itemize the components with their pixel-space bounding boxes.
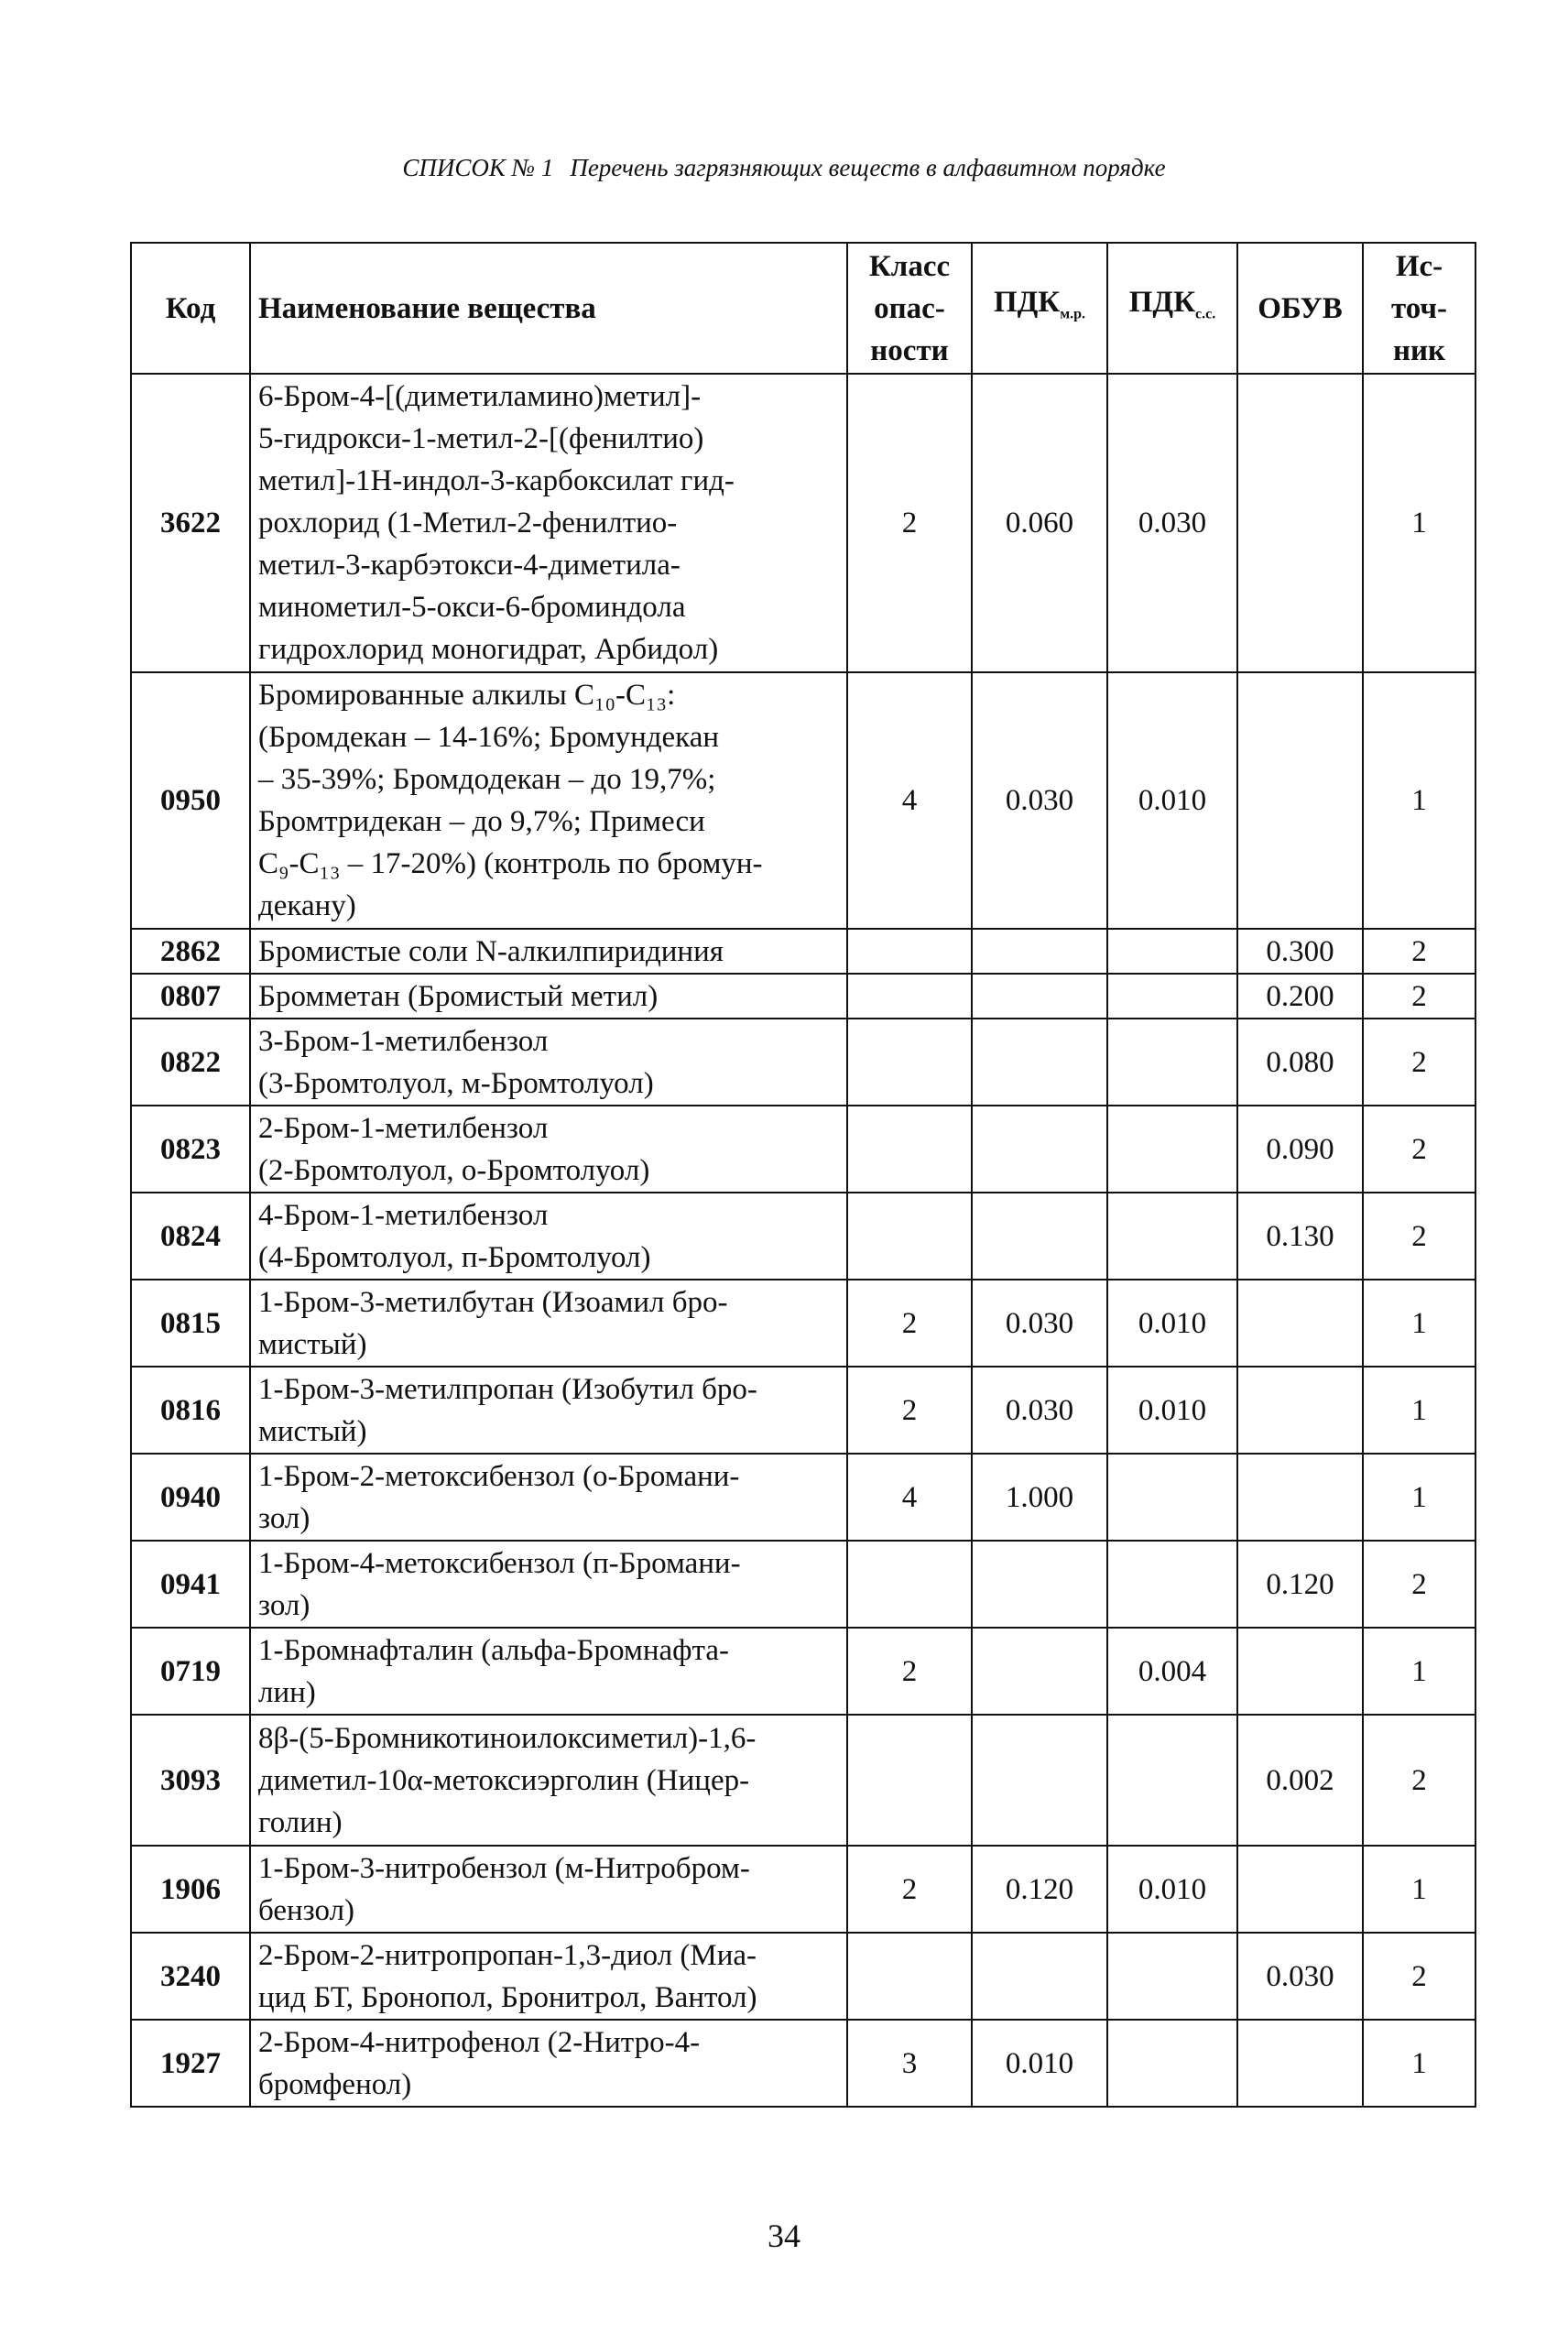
cell-pdk-mr xyxy=(972,1541,1107,1628)
cell-pdk-ss: 0.010 xyxy=(1107,1280,1237,1367)
cell-class: 2 xyxy=(847,1628,972,1715)
cell-code: 0940 xyxy=(131,1454,250,1541)
table-row xyxy=(131,2020,1475,2107)
cell-obuv xyxy=(1237,1280,1363,1367)
cell-name: Бромметан (Бромистый метил) xyxy=(250,974,847,1019)
cell-pdk-ss xyxy=(1107,929,1237,974)
table-row xyxy=(131,1715,1475,1846)
cell-obuv: 0.030 xyxy=(1237,1933,1363,2020)
cell-source: 2 xyxy=(1363,1019,1475,1106)
cell-obuv: 0.300 xyxy=(1237,929,1363,974)
cell-obuv xyxy=(1237,672,1363,929)
cell-class: 2 xyxy=(847,1367,972,1454)
table-row xyxy=(131,1280,1475,1367)
cell-pdk-ss: 0.010 xyxy=(1107,672,1237,929)
table-row xyxy=(131,974,1475,1019)
cell-pdk-ss xyxy=(1107,2020,1237,2107)
cell-class xyxy=(847,1933,972,2020)
cell-code: 0719 xyxy=(131,1628,250,1715)
cell-name: 1-Бромнафталин (альфа-Бромнафта- лин) xyxy=(250,1628,847,1715)
cell-code: 0822 xyxy=(131,1019,250,1106)
substances-table xyxy=(130,242,1476,2108)
header-code: Код xyxy=(131,243,250,374)
cell-pdk-ss xyxy=(1107,974,1237,1019)
cell-source: 2 xyxy=(1363,1715,1475,1846)
cell-obuv: 0.130 xyxy=(1237,1193,1363,1280)
header-name: Наименование вещества xyxy=(250,243,847,374)
cell-source: 2 xyxy=(1363,974,1475,1019)
table-row xyxy=(131,1367,1475,1454)
page-number: 34 xyxy=(768,2218,800,2254)
cell-source: 1 xyxy=(1363,374,1475,672)
cell-name: 1-Бром-3-метилбутан (Изоамил бро- мистый) xyxy=(250,1280,847,1367)
cell-source: 1 xyxy=(1363,1628,1475,1715)
cell-pdk-ss xyxy=(1107,1541,1237,1628)
cell-pdk-mr xyxy=(972,1628,1107,1715)
cell-pdk-ss: 0.004 xyxy=(1107,1628,1237,1715)
cell-source: 2 xyxy=(1363,1933,1475,2020)
table-row xyxy=(131,374,1475,672)
cell-pdk-mr xyxy=(972,974,1107,1019)
cell-name: 2-Бром-2-нитропропан-1,3-диол (Миа- цид БТ, Бронопол, Бронитрол, Вантол) xyxy=(250,1933,847,2020)
cell-code: 0816 xyxy=(131,1367,250,1454)
cell-pdk-ss: 0.030 xyxy=(1107,374,1237,672)
cell-source: 2 xyxy=(1363,1541,1475,1628)
cell-obuv: 0.080 xyxy=(1237,1019,1363,1106)
cell-class xyxy=(847,929,972,974)
cell-class: 2 xyxy=(847,1280,972,1367)
cell-class: 2 xyxy=(847,374,972,672)
cell-class xyxy=(847,1193,972,1280)
cell-code: 0807 xyxy=(131,974,250,1019)
cell-pdk-ss xyxy=(1107,1933,1237,2020)
table-row xyxy=(131,1106,1475,1193)
cell-obuv: 0.002 xyxy=(1237,1715,1363,1846)
cell-name: 6-Бром-4-[(диметиламино)метил]- 5-гидрокси-1-метил-2-[(фенилтио) метил]-1Н-индол-3-карбоксилат гид- рохлорид (1-Метил-2-фенилтио- метил-3-карбэтокси-4-диметила- минометил-5-окси-6-броминдола гидрохлорид моногидрат, Арбидол) xyxy=(250,374,847,672)
cell-obuv: 0.120 xyxy=(1237,1541,1363,1628)
header-pdk-mr-sub: м.р. xyxy=(1060,306,1086,322)
table-row xyxy=(131,929,1475,974)
page-caption xyxy=(0,154,1568,182)
header-pdk-ss-label: ПДК xyxy=(1128,285,1196,319)
cell-code: 0824 xyxy=(131,1193,250,1280)
cell-pdk-mr: 0.120 xyxy=(972,1846,1107,1933)
table-row xyxy=(131,1628,1475,1715)
cell-pdk-ss xyxy=(1107,1019,1237,1106)
cell-code: 1906 xyxy=(131,1846,250,1933)
cell-class xyxy=(847,974,972,1019)
cell-pdk-mr xyxy=(972,1019,1107,1106)
cell-pdk-mr: 0.030 xyxy=(972,1367,1107,1454)
cell-code: 2862 xyxy=(131,929,250,974)
cell-obuv xyxy=(1237,1846,1363,1933)
cell-source: 1 xyxy=(1363,2020,1475,2107)
cell-class: 4 xyxy=(847,672,972,929)
cell-pdk-ss xyxy=(1107,1106,1237,1193)
cell-source: 2 xyxy=(1363,929,1475,974)
cell-pdk-ss: 0.010 xyxy=(1107,1367,1237,1454)
table-row xyxy=(131,1933,1475,2020)
cell-obuv xyxy=(1237,1628,1363,1715)
cell-code: 3240 xyxy=(131,1933,250,2020)
cell-name: 8β-(5-Бромникотиноилоксиметил)-1,6- диметил-10α-метоксиэрголин (Ницер- голин) xyxy=(250,1715,847,1846)
table-row xyxy=(131,1019,1475,1106)
cell-pdk-mr xyxy=(972,1193,1107,1280)
cell-pdk-mr xyxy=(972,1933,1107,2020)
cell-pdk-mr: 0.060 xyxy=(972,374,1107,672)
table-row xyxy=(131,1193,1475,1280)
cell-source: 1 xyxy=(1363,1846,1475,1933)
cell-code: 3622 xyxy=(131,374,250,672)
cell-pdk-mr: 0.030 xyxy=(972,1280,1107,1367)
cell-name: 2-Бром-1-метилбензол (2-Бромтолуол, о-Бромтолуол) xyxy=(250,1106,847,1193)
header-row xyxy=(131,243,1475,374)
header-pdk-mr xyxy=(972,243,1107,374)
cell-name: Бромистые соли N-алкилпиридиния xyxy=(250,929,847,974)
header-class: Класс опас- ности xyxy=(847,243,972,374)
cell-source: 2 xyxy=(1363,1106,1475,1193)
table-row xyxy=(131,1454,1475,1541)
cell-source: 1 xyxy=(1363,1367,1475,1454)
list-title: Перечень загрязняющих веществ в алфавитном порядке xyxy=(570,154,1166,181)
cell-code: 1927 xyxy=(131,2020,250,2107)
cell-pdk-mr xyxy=(972,929,1107,974)
list-number: СПИСОК № 1 xyxy=(402,154,554,181)
cell-name: 1-Бром-3-метилпропан (Изобутил бро- мистый) xyxy=(250,1367,847,1454)
cell-source: 1 xyxy=(1363,1280,1475,1367)
cell-name: 2-Бром-4-нитрофенол (2-Нитро-4- бромфенол) xyxy=(250,2020,847,2107)
cell-source: 1 xyxy=(1363,672,1475,929)
cell-obuv: 0.200 xyxy=(1237,974,1363,1019)
cell-source: 1 xyxy=(1363,1454,1475,1541)
cell-class xyxy=(847,1541,972,1628)
cell-class xyxy=(847,1106,972,1193)
cell-source: 2 xyxy=(1363,1193,1475,1280)
cell-pdk-mr: 1.000 xyxy=(972,1454,1107,1541)
header-obuv: ОБУВ xyxy=(1237,243,1363,374)
cell-code: 0815 xyxy=(131,1280,250,1367)
cell-pdk-ss: 0.010 xyxy=(1107,1846,1237,1933)
table-row xyxy=(131,1846,1475,1933)
cell-name: 1-Бром-3-нитробензол (м-Нитробром- бензол) xyxy=(250,1846,847,1933)
cell-class: 4 xyxy=(847,1454,972,1541)
cell-class xyxy=(847,1715,972,1846)
cell-name: 1-Бром-2-метоксибензол (о-Бромани- зол) xyxy=(250,1454,847,1541)
header-pdk-mr-label: ПДК xyxy=(993,285,1061,319)
cell-pdk-mr xyxy=(972,1106,1107,1193)
cell-name: 4-Бром-1-метилбензол (4-Бромтолуол, п-Бромтолуол) xyxy=(250,1193,847,1280)
cell-obuv xyxy=(1237,1454,1363,1541)
cell-class: 3 xyxy=(847,2020,972,2107)
table-row xyxy=(131,1541,1475,1628)
cell-name: 1-Бром-4-метоксибензол (п-Бромани- зол) xyxy=(250,1541,847,1628)
cell-class: 2 xyxy=(847,1846,972,1933)
header-pdk-ss xyxy=(1107,243,1237,374)
cell-name: Бромированные алкилы C₁₀-C₁₃: (Бромдекан – 14-16%; Бромундекан – 35-39%; Бромдодекан – до 19,7%; Бромтридекан – до 9,7%; Примеси C₉-C₁₃ – 17-20%) (контроль по бромун- декану) xyxy=(250,672,847,929)
cell-pdk-mr xyxy=(972,1715,1107,1846)
cell-obuv xyxy=(1237,374,1363,672)
header-source: Ис- точ- ник xyxy=(1363,243,1475,374)
cell-code: 0950 xyxy=(131,672,250,929)
cell-pdk-ss xyxy=(1107,1193,1237,1280)
cell-name: 3-Бром-1-метилбензол (3-Бромтолуол, м-Бромтолуол) xyxy=(250,1019,847,1106)
cell-code: 0823 xyxy=(131,1106,250,1193)
cell-obuv: 0.090 xyxy=(1237,1106,1363,1193)
table-row xyxy=(131,672,1475,929)
cell-pdk-mr: 0.030 xyxy=(972,672,1107,929)
cell-class xyxy=(847,1019,972,1106)
cell-obuv xyxy=(1237,2020,1363,2107)
cell-code: 3093 xyxy=(131,1715,250,1846)
cell-pdk-ss xyxy=(1107,1454,1237,1541)
cell-pdk-mr: 0.010 xyxy=(972,2020,1107,2107)
cell-pdk-ss xyxy=(1107,1715,1237,1846)
cell-obuv xyxy=(1237,1367,1363,1454)
cell-code: 0941 xyxy=(131,1541,250,1628)
header-pdk-ss-sub: с.с. xyxy=(1195,306,1216,322)
